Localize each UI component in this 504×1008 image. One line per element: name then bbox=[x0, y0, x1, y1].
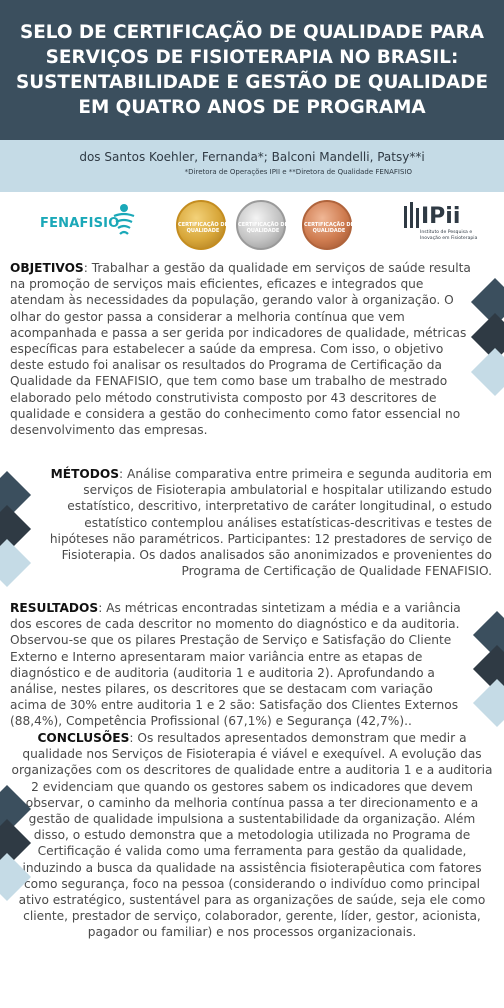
authors-band bbox=[0, 140, 504, 192]
decor-diamond bbox=[0, 539, 31, 587]
decor-diamond bbox=[473, 679, 504, 727]
authors: dos Santos Koehler, Fernanda*; Balconi Mandelli, Patsy**i bbox=[79, 150, 425, 164]
silver-seal-icon bbox=[236, 200, 286, 250]
gold-seal-icon bbox=[176, 200, 226, 250]
conclusoes-heading: CONCLUSÕES bbox=[37, 731, 130, 745]
metodos-heading: MÉTODOS bbox=[50, 467, 120, 481]
section-conclusoes bbox=[10, 730, 494, 941]
resultados-text: : As métricas encontradas sintetizam a média e a variância dos escores de cada descritor no momento do diagnóstico e da auditoria. Observou-se que os pilares Prestação de Serviço e Satisfação do Cliente Externo e Interno apresentaram maior variância entre as etapas de diagnóstico e de auditoria (auditoria 1 e auditoria 2). Aprofundando a análise, nestes pilares, os descritores que se destacam com variação acima de 30% entre auditoria 1 e 2 são: Satisfação dos Clientes Externos (88,4%), Competência Profissional (67,1%) e Segurança (42,7%).. bbox=[10, 601, 461, 729]
section-objetivos bbox=[10, 260, 480, 438]
bronze-seal-text: CERTIFICAÇÃO DE QUALIDADE bbox=[304, 222, 354, 234]
section-resultados bbox=[10, 600, 468, 730]
fenafisio-mark-icon bbox=[110, 202, 138, 240]
objetivos-text: : Trabalhar a gestão da qualidade em serviços de saúde resulta na promoção de serviços mais eficientes, eficazes e integrados que atendam às necessidades da população, gerando valor à organização. O olhar do gestor passa a considerar a melhoria contínua que vem acompanhada e passa a ser gerida por indicadores de qualidade, métricas específicas para estabelecer a saúde da empresa. Com isso, o objetivo deste estudo foi analisar os resultados do Programa de Certificação da Qualidade da FENAFISIO, que tem como base um trabalho de mestrado elaborado pelo método construtivista composto por 43 descritores de qualidade e considera a gestão do conhecimento como fator essencial no desenvolvimento das empresas. bbox=[10, 261, 471, 438]
conclusoes-text: : Os resultados apresentados demonstram que medir a qualidade nos Serviços de Fisioterapia é viável e exequível. A evolução das organizações com os descritores de qualidade entre a auditoria 1 e a auditoria 2 evidenciam que quando os gestores sabem os indicadores que devem observar, o caminho da melhoria contínua passa a ter direcionamento e a gestão de qualidade impulsiona a sustentabilidade da organização. Além disso, o estudo demonstra que a metodologia utilizada no Programa de Certificação é valida como uma ferramenta para gestão da qualidade, induzindo a busca da qualidade na assistência fisioterapêutica com fatores como segurança, foco na pessoa (considerando o indivíduo como principal ativo estratégico, sustentável para as organizações de saúde, seja ele como cliente, prestador de serviço, colaborador, gerente, líder, gestor, acionista, pagador ou familiar) e nos processos organizacionais. bbox=[11, 731, 493, 940]
ipii-logo: IPii bbox=[421, 204, 461, 229]
affiliations: *Diretora de Operações IPII e **Diretora de Qualidade FENAFISIO bbox=[184, 168, 412, 176]
gold-seal-text: CERTIFICAÇÃO DE QUALIDADE bbox=[178, 222, 228, 234]
objetivos-heading: OBJETIVOS bbox=[10, 261, 84, 275]
resultados-heading: RESULTADOS bbox=[10, 601, 99, 615]
silver-seal-text: CERTIFICAÇÃO DE QUALIDADE bbox=[238, 222, 288, 234]
ipii-subtitle: Instituto de Pesquisa e Inovação em Fisioterapia bbox=[420, 230, 478, 241]
poster-title: SELO DE CERTIFICAÇÃO DE QUALIDADE PARA SERVIÇOS DE FISIOTERAPIA NO BRASIL: SUSTENTABILIDADE E GESTÃO DE QUALIDADE EM QUATRO ANOS DE PROGRAMA bbox=[15, 22, 489, 118]
fenafisio-logo: FENAFISIO bbox=[40, 216, 120, 231]
ipii-mark-icon bbox=[402, 200, 422, 230]
bronze-seal-icon bbox=[302, 200, 352, 250]
logo-row bbox=[0, 192, 504, 254]
metodos-text: : Análise comparativa entre primeira e segunda auditoria em serviços de Fisioterapia ambulatorial e hospitalar utilizando estudo estatístico, descritivo, interpretativo de caráter longitudinal, o estudo estatístico contemplou análises estatísticas-descritivas e testes de hipóteses não paramétricos. Participantes: 12 prestadores de serviço de Fisioterapia. Os dados analisados são anonimizados e provenientes do Programa de Certificação de Qualidade FENAFISIO. bbox=[49, 467, 492, 579]
section-metodos bbox=[44, 466, 492, 579]
